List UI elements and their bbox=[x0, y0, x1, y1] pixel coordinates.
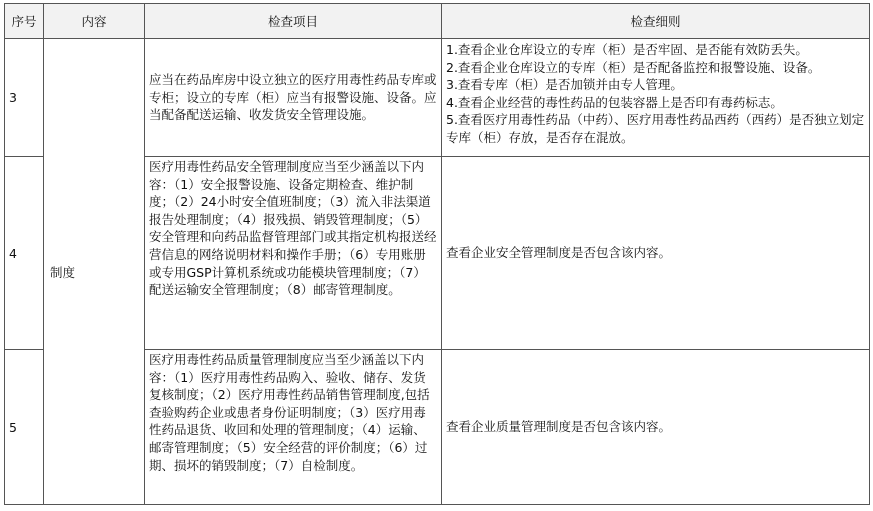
header-row bbox=[5, 4, 870, 39]
row-item: 医疗用毒性药品质量管理制度应当至少涵盖以下内容：（1）医疗用毒性药品购入、验收、储存、发货复核制度；（2）医疗用毒性药品销售管理制度,包括查验购药企业或患者身份证明制度；（3）医疗用毒性药品退货、收回和处理的管理制度；（4）运输、邮寄管理制度；（5）安全经营的评价制度；（6）过期、损坏的销毁制度；（7）自检制度。 bbox=[145, 350, 442, 505]
row-seq: 5 bbox=[5, 350, 44, 505]
detail-line: 1.查看企业仓库设立的专库（柜）是否牢固、是否能有效防丢失。 bbox=[446, 42, 808, 57]
document-page bbox=[4, 3, 870, 505]
inspection-table bbox=[4, 3, 870, 505]
row-content: 制度 bbox=[44, 39, 145, 505]
header-content: 内容 bbox=[44, 4, 145, 39]
row-item: 医疗用毒性药品安全管理制度应当至少涵盖以下内容：（1）安全报警设施、设备定期检查、维护制度；（2）24小时安全值班制度；（3）流入非法渠道报告处理制度；（4）报残损、销毁管理制度；（5）安全管理和向药品监督管理部门或其指定机构报送经营信息的网络说明材料和操作手册；（6）专用账册或专用GSP计算机系统或功能模块管理制度；（7）配送运输安全管理制度；（8）邮寄管理制度。 bbox=[145, 157, 442, 350]
row-seq: 3 bbox=[5, 39, 44, 157]
header-seq: 序号 bbox=[5, 4, 44, 39]
row-seq: 4 bbox=[5, 157, 44, 350]
row-detail bbox=[442, 39, 870, 157]
detail-line: 4.查看企业经营的毒性药品的包装容器上是否印有毒药标志。 bbox=[446, 94, 783, 110]
row-detail bbox=[442, 350, 870, 505]
header-item: 检查项目 bbox=[145, 4, 442, 39]
detail-line: 查看企业安全管理制度是否包含该内容。 bbox=[446, 245, 672, 261]
row-detail bbox=[442, 157, 870, 350]
detail-line: 查看企业质量管理制度是否包含该内容。 bbox=[446, 419, 672, 435]
table-row bbox=[5, 39, 870, 157]
row-item: 应当在药品库房中设立独立的医疗用毒性药品专库或专柜；设立的专库（柜）应当有报警设施、设备。应当配备配送运输、收发货安全管理设施。 bbox=[145, 39, 442, 157]
detail-line: 3.查看专库（柜）是否加锁并由专人管理。 bbox=[446, 77, 683, 93]
header-detail: 检查细则 bbox=[442, 4, 870, 39]
detail-line: 2.查看企业仓库设立的专库（柜）是否配备监控和报警设施、设备。 bbox=[446, 59, 821, 75]
detail-line: 5.查看医疗用毒性药品（中药）、医疗用毒性药品西药（西药）是否独立划定专库（柜）存放，是否存在混放。 bbox=[446, 112, 865, 145]
